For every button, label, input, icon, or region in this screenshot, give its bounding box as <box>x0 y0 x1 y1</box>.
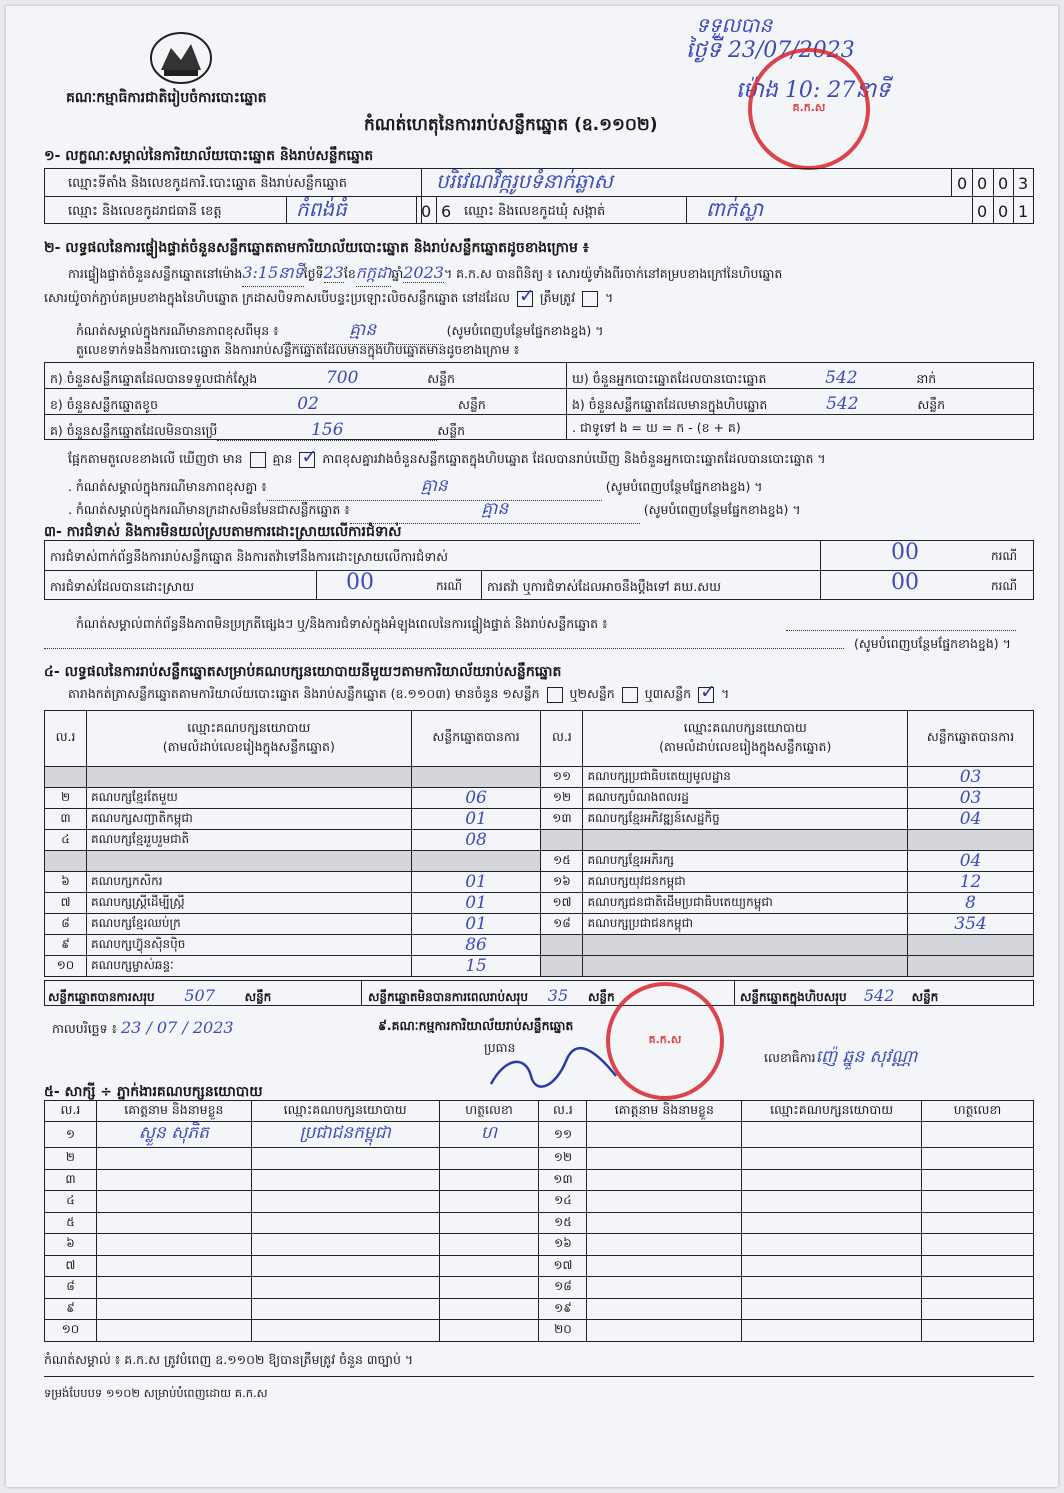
witness-sign-right <box>922 1212 1034 1234</box>
witness-no-right: ១៨ <box>539 1277 587 1299</box>
results-right-votes <box>908 830 1034 851</box>
witness-no-left: ៨ <box>45 1277 97 1299</box>
results-right-no: ១៨ <box>541 914 583 935</box>
witness-row <box>45 1169 1034 1191</box>
appeal-unit: ករណី <box>991 579 1018 593</box>
results-right-no: ១៧ <box>541 893 583 914</box>
w-col-sign-left: ហត្ថលេខា <box>439 1101 539 1122</box>
chair-label: ប្រធាន <box>484 1040 516 1055</box>
results-right-no: ១២ <box>541 788 583 809</box>
results-left-no <box>45 767 87 788</box>
results-row <box>45 914 1034 935</box>
formula: . ជាទូទៅ ង = ឃ = ក - (ខ + គ) <box>572 420 741 435</box>
w-col-no-left: ល.រ <box>45 1101 97 1122</box>
commune-code-2: 0 <box>998 202 1009 221</box>
official-stamp-top: គ.ក.ស <box>748 48 870 170</box>
results-right-party: គណបក្សយុវជនកម្ពុជា <box>583 872 908 893</box>
lock-line: សោរយ៉ូចាក់ភ្ជាប់គម្របខាងក្នុងនៃហិបឆ្នោត ក្រដាសបិទភាសបើបន្ទះប្រឡោះលិចសន្លឹកឆ្នោត នៅដដែល ✓ ត្រឹមត្រូវ ។ <box>44 290 613 309</box>
witness-no-left: ១០ <box>45 1320 97 1342</box>
witness-no-left: ៣ <box>45 1169 97 1191</box>
witness-name-right <box>587 1320 742 1342</box>
verify-day: 23 <box>323 263 344 282</box>
results-left-no: ២ <box>45 788 87 809</box>
results-right-votes: 354 <box>908 914 1034 935</box>
witness-name-left: ស្លួន សុភិត <box>96 1122 251 1148</box>
results-right-party: គណបក្សជនជាតិដើមប្រជាធិបតេយ្យកម្ពុជា <box>583 893 908 914</box>
section3-title: ៣- ការជំទាស់ និងការមិនយល់ស្របតាមការដោះស្រាយលើការជំទាស់ <box>44 524 402 540</box>
witness-name-left <box>96 1169 251 1191</box>
witness-sign-right <box>922 1148 1034 1170</box>
w-col-party-left: ឈ្មោះគណបក្សនយោបាយ <box>251 1101 439 1122</box>
witness-sign-right <box>922 1191 1034 1213</box>
commune-value: ពាក់ស្លា <box>706 197 764 221</box>
witness-party-right <box>742 1277 922 1299</box>
received-date: ថ្ងៃទី 23/07/2023 <box>686 38 855 63</box>
location-code-4: 3 <box>1018 174 1029 193</box>
witness-no-left: ៤ <box>45 1191 97 1213</box>
results-left-votes: 15 <box>411 956 541 977</box>
results-row <box>45 767 1034 788</box>
resolved-label: ការជំទាស់ដែលបានដោះស្រាយ <box>50 579 195 594</box>
results-left-no: ៧ <box>45 893 87 914</box>
witness-no-right: ១៩ <box>539 1298 587 1320</box>
section4-title: ៤- លទ្ធផលនៃការរាប់សន្លឹកឆ្នោតសម្រាប់គណបក្សនយោបាយនីមួយៗតាមការិយាល័យរាប់សន្លឹកឆ្នោត <box>44 664 562 680</box>
col-no-right: ល.រ <box>541 711 583 767</box>
witness-name-left <box>96 1234 251 1256</box>
footer-note: កំណត់សម្គាល់ ៖ គ.ក.ស ត្រូវបំពេញ ឧ.១១០២ ឱ្យបានត្រឹមត្រូវ ចំនួន ៣ច្បាប់ ។ <box>44 1352 414 1367</box>
witness-table <box>44 1100 1034 1342</box>
results-right-votes: 03 <box>908 767 1034 788</box>
voters-count: ឃ) ចំនួនអ្នកបោះឆ្នោតដែលបានបោះឆ្នោត 542 នាក់ <box>572 368 937 388</box>
results-right-no: ១១ <box>541 767 583 788</box>
results-left-no: ៨ <box>45 914 87 935</box>
results-left-votes <box>411 767 541 788</box>
witness-name-left <box>96 1298 251 1320</box>
results-row <box>45 935 1034 956</box>
results-right-votes: 04 <box>908 851 1034 872</box>
witness-row <box>45 1148 1034 1170</box>
verify-line: ការផ្ទៀងផ្ទាត់ចំនួនសន្លឹកឆ្នោតនៅម៉ោង3:15នាទីថ្ងៃទី23ខែកក្កដាឆ្នាំ2023។ គ.ក.ស បានពិនិត្យ ៖ សោរយ៉ូទាំងពីរចាក់នៅគម្របខាងក្រៅនៃហិបឆ្នោត <box>68 262 782 287</box>
results-table <box>44 710 1034 977</box>
results-left-party <box>86 767 411 788</box>
results-left-votes: 01 <box>411 914 541 935</box>
results-row <box>45 893 1034 914</box>
results-left-votes <box>411 851 541 872</box>
witness-no-right: ១៤ <box>539 1191 587 1213</box>
commune-code-3: 1 <box>1018 202 1029 221</box>
witness-no-right: ២០ <box>539 1320 587 1342</box>
results-right-no <box>541 956 583 977</box>
w-col-name-left: គោត្តនាម និងនាមខ្លួន <box>96 1101 251 1122</box>
witness-party-right <box>742 1234 922 1256</box>
commune-code-1: 0 <box>977 202 988 221</box>
two-sheet-checkbox[interactable] <box>622 687 638 703</box>
results-right-party <box>583 935 908 956</box>
witness-sign-left: ហ <box>439 1122 539 1148</box>
difference-note: កំណត់សម្គាល់ក្នុងករណីមានភាពខុសពីមុន ៖ គ្មាន (សូមបំពេញបន្ថែមផ្នែកខាងខ្នង) ។ <box>76 319 603 345</box>
witness-sign-right <box>922 1234 1034 1256</box>
witness-row <box>45 1277 1034 1299</box>
col-party-right: ឈ្មោះគណបក្សនយោបាយ (តាមលំដាប់លេខរៀងក្នុងសន្លឹកឆ្នោត) <box>583 711 908 767</box>
location-code-2: 0 <box>977 174 988 193</box>
province-code-2: 6 <box>441 202 452 221</box>
resolved-value: 00 <box>346 570 374 595</box>
witness-party-right <box>742 1320 922 1342</box>
results-right-party <box>583 830 908 851</box>
col-votes-left: សន្លឹកឆ្នោតបានការ <box>411 711 541 767</box>
results-row <box>45 830 1034 851</box>
irregularity-hint: (សូមបំពេញបន្ថែមផ្នែកខាងខ្នង) ។ <box>854 636 1011 651</box>
results-left-party: គណបក្សខ្មែររួបរួមជាតិ <box>86 830 411 851</box>
chair-signature <box>486 1046 626 1096</box>
witness-name-right <box>587 1191 742 1213</box>
three-sheet-checkbox[interactable] <box>698 687 714 703</box>
results-left-votes: 08 <box>411 830 541 851</box>
witness-sign-right <box>922 1169 1034 1191</box>
witness-no-left: ១ <box>45 1122 97 1148</box>
witness-row <box>45 1122 1034 1148</box>
w-col-no-right: ល.រ <box>539 1101 587 1122</box>
witness-no-right: ១៥ <box>539 1212 587 1234</box>
province-value: កំពង់ធំ <box>296 197 347 221</box>
witness-sign-left <box>439 1169 539 1191</box>
results-left-no: ៤ <box>45 830 87 851</box>
no-difference-checkbox[interactable] <box>299 452 315 468</box>
witness-name-left <box>96 1148 251 1170</box>
witness-row <box>45 1212 1034 1234</box>
witness-name-left <box>96 1191 251 1213</box>
results-right-votes <box>908 935 1034 956</box>
not-intact-checkbox[interactable] <box>582 291 598 307</box>
report-date: កាលបរិច្ឆេទ ៖ 23 / 07 / 2023 <box>52 1018 234 1037</box>
unused-ballots: គ) ចំនួនសន្លឹកឆ្នោតដែលមិនបានប្រើ 156 សន្លឹក <box>50 420 466 440</box>
witness-sign-left <box>439 1212 539 1234</box>
form-title: កំណត់ហេតុនៃការរាប់សន្លឹកឆ្នោត (ឧ.១១០២) <box>364 115 658 135</box>
witness-row <box>45 1234 1034 1256</box>
results-left-party: គណបក្សហ៊្វុនស៊ិនប៉ិច <box>86 935 411 956</box>
col-no-left: ល.រ <box>45 711 87 767</box>
witness-sign-left <box>439 1277 539 1299</box>
results-right-no <box>541 935 583 956</box>
location-value: បរិវេណវិក្ករូបទំនាក់ឆ្លាស <box>436 169 613 193</box>
results-left-party: គណបក្សកសិករ <box>86 872 411 893</box>
witness-party-left <box>251 1277 439 1299</box>
witness-party-left <box>251 1255 439 1277</box>
results-left-party: គណបក្សស្ត្រីដើម្បីស្ត្រី <box>86 893 411 914</box>
w-col-name-right: គោត្តនាម និងនាមខ្លួន <box>587 1101 742 1122</box>
compare-line: ផ្អែកតាមតួលេខខាងលើ ឃើញថា មាន គ្មាន ✓ ភាពខុសគ្នារវាងចំនួនសន្លឹកឆ្នោតក្នុងហិបឆ្នោត ដែលបានរាប់ឃើញ និងចំនួនអ្នកបោះឆ្នោតដែលបានបោះឆ្នោត ។ <box>68 451 826 470</box>
results-left-party: គណបក្សខ្មែរតែមួយ <box>86 788 411 809</box>
location-code-1: 0 <box>957 174 968 193</box>
verify-year: 2023 <box>403 263 444 282</box>
col-party-left: ឈ្មោះគណបក្សនយោបាយ (តាមលំដាប់លេខរៀងក្នុងសន្លឹកឆ្នោត) <box>86 711 411 767</box>
witness-name-left <box>96 1212 251 1234</box>
witness-name-right <box>587 1298 742 1320</box>
results-left-party: គណបក្សម្ចាស់ឆន្ទៈ <box>86 956 411 977</box>
received-note: ទទួលបាន <box>696 13 773 37</box>
tally-sheet-line: តារាងកត់ត្រាសន្លឹកឆ្នោតតាមការិយាល័យបោះឆ្នោត និងរាប់សន្លឹកឆ្នោត (ឧ.១១០៣) មានចំនួន ១សន្លឹក ឬ២សន្លឹក ឬ៣សន្លឹក ✓ ។ <box>68 686 729 705</box>
results-row <box>45 872 1034 893</box>
witness-row <box>45 1320 1034 1342</box>
witness-party-left <box>251 1212 439 1234</box>
witness-sign-left <box>439 1298 539 1320</box>
witness-no-right: ១៧ <box>539 1255 587 1277</box>
w-col-sign-right: ហត្ថលេខា <box>922 1101 1034 1122</box>
official-seal: គ.ក.ស <box>606 982 724 1100</box>
witness-no-right: ១២ <box>539 1148 587 1170</box>
witness-party-right <box>742 1122 922 1148</box>
witness-name-right <box>587 1122 742 1148</box>
received-ballots: ក) ចំនួនសន្លឹកឆ្នោតដែលបានទទួលជាក់ស្តែង 700 សន្លឹក <box>50 368 455 388</box>
results-left-no: ១០ <box>45 956 87 977</box>
witness-name-left <box>96 1277 251 1299</box>
section5-title: ៥- សាក្សី ÷ ភ្នាក់ងារគណបក្សនយោបាយ <box>44 1084 263 1100</box>
committee-name: គណៈកម្មាធិការជាតិរៀបចំការបោះឆ្នោត <box>66 90 267 106</box>
has-difference-checkbox[interactable] <box>250 452 266 468</box>
nec-logo-icon <box>146 30 216 86</box>
witness-name-right <box>587 1169 742 1191</box>
spoiled-ballots: ខ) ចំនួនសន្លឹកឆ្នោតខូច 02 សន្លឹក <box>50 394 486 414</box>
witness-no-left: ២ <box>45 1148 97 1170</box>
figures-intro: តួលេខទាក់ទងនឹងការបោះឆ្នោត និងការរាប់សន្លឹកឆ្នោតដែលមានក្នុងហិបឆ្នោតមានដូចខាងក្រោម ៖ <box>76 342 520 357</box>
witness-sign-left <box>439 1148 539 1170</box>
results-right-votes: 8 <box>908 893 1034 914</box>
total-valid: សន្លឹកឆ្នោតបានការសរុប 507 សន្លឹក <box>48 986 272 1005</box>
witness-party-left <box>251 1191 439 1213</box>
objection-unit: ករណី <box>991 549 1018 563</box>
witness-row <box>45 1191 1034 1213</box>
results-left-party: គណបក្សខ្មែរឈប់ក្រ <box>86 914 411 935</box>
witness-no-left: ៧ <box>45 1255 97 1277</box>
results-right-votes: 04 <box>908 809 1034 830</box>
witness-row <box>45 1298 1034 1320</box>
commune-label: ឈ្មោះ និងលេខកូដឃុំ សង្កាត់ <box>464 204 606 219</box>
witness-name-left <box>96 1320 251 1342</box>
witness-no-left: ៥ <box>45 1212 97 1234</box>
results-left-no: ៦ <box>45 872 87 893</box>
results-left-votes: 01 <box>411 809 541 830</box>
witness-no-right: ១១ <box>539 1122 587 1148</box>
witness-sign-right <box>922 1255 1034 1277</box>
witness-name-right <box>587 1255 742 1277</box>
witness-party-left: ប្រជាជនកម្ពុជា <box>251 1122 439 1148</box>
witness-name-right <box>587 1148 742 1170</box>
witness-party-left <box>251 1320 439 1342</box>
results-right-no: ១៣ <box>541 809 583 830</box>
witness-party-right <box>742 1298 922 1320</box>
witness-sign-right <box>922 1320 1034 1342</box>
results-left-no: ៣ <box>45 809 87 830</box>
witness-sign-right <box>922 1298 1034 1320</box>
results-right-votes: 12 <box>908 872 1034 893</box>
one-sheet-checkbox[interactable] <box>547 687 563 703</box>
results-right-party: គណបក្សខ្មែរអភិរក្ស <box>583 851 908 872</box>
results-left-votes: 06 <box>411 788 541 809</box>
witness-party-right <box>742 1169 922 1191</box>
witness-sign-left <box>439 1255 539 1277</box>
form-reference: ទម្រង់បែបបទ ១១០២ សម្រាប់បំពេញដោយ គ.ក.ស <box>44 1386 268 1400</box>
results-right-votes: 03 <box>908 788 1034 809</box>
difference-note-2: . កំណត់សម្គាល់ក្នុងករណីមានភាពខុសគ្នា ៖ គ្មាន (សូមបំពេញបន្ថែមផ្នែកខាងខ្នង) ។ <box>68 475 763 501</box>
witness-sign-left <box>439 1320 539 1342</box>
witness-row <box>45 1255 1034 1277</box>
form-paper <box>6 6 1058 1487</box>
witness-no-left: ៩ <box>45 1298 97 1320</box>
objection-count-value: 00 <box>891 540 919 565</box>
witness-party-left <box>251 1148 439 1170</box>
witness-party-left <box>251 1234 439 1256</box>
verify-month: កក្កដា <box>356 262 392 287</box>
results-right-party <box>583 956 908 977</box>
results-right-party: គណបក្សបំណងពលរដ្ឋ <box>583 788 908 809</box>
resolved-unit: ករណី <box>436 579 463 593</box>
location-code-3: 0 <box>998 174 1009 193</box>
province-label: ឈ្មោះ និងលេខកូដរាជធានី ខេត្ត <box>68 204 222 219</box>
witness-party-left <box>251 1298 439 1320</box>
witness-no-right: ១៦ <box>539 1234 587 1256</box>
witness-name-left <box>96 1255 251 1277</box>
witness-sign-left <box>439 1191 539 1213</box>
results-left-no: ៩ <box>45 935 87 956</box>
appeal-value: 00 <box>891 570 919 595</box>
results-left-party: គណបក្សសញ្ជាតិកម្ពុជា <box>86 809 411 830</box>
results-right-party: គណបក្សប្រជាធិបតេយ្យមូលដ្ឋាន <box>583 767 908 788</box>
witness-sign-right <box>922 1277 1034 1299</box>
col-votes-right: សន្លឹកឆ្នោតបានការ <box>908 711 1034 767</box>
province-code-1: 0 <box>421 202 432 221</box>
results-right-votes <box>908 956 1034 977</box>
results-right-no <box>541 830 583 851</box>
verify-time: 3:15នាទី <box>242 262 303 287</box>
witness-name-right <box>587 1212 742 1234</box>
witness-name-right <box>587 1234 742 1256</box>
location-label: ឈ្មោះទីតាំង និងលេខកូដការិ.បោះឆ្នោត និងរាប់សន្លឹកឆ្នោត <box>68 176 347 191</box>
witness-party-right <box>742 1212 922 1234</box>
irregularity-note: កំណត់សម្គាល់ពាក់ព័ន្ធនឹងភាពមិនប្រក្រតីផ្សេងៗ ឬ/និងការជំទាស់ក្នុងអំឡុងពេលនៃការផ្ទៀងផ្ទាត់ និងរាប់សន្លឹកឆ្នោត ៖ <box>76 616 608 631</box>
witness-sign-left <box>439 1234 539 1256</box>
results-row <box>45 956 1034 977</box>
total-in-box: សន្លឹកឆ្នោតក្នុងហិបសរុប 542 សន្លឹក <box>740 986 939 1005</box>
witness-no-left: ៦ <box>45 1234 97 1256</box>
results-row <box>45 851 1034 872</box>
appeal-label: ការតវ៉ា ឬការជំទាស់ដែលអាចនឹងប្តឹងទៅ គឃ.សឃ <box>487 579 722 594</box>
section1-title: ១- លក្ខណៈសម្គាល់នៃការិយាល័យបោះឆ្នោត និងរាប់សន្លឹកឆ្នោត <box>44 148 374 164</box>
witness-party-right <box>742 1191 922 1213</box>
committee-label: ៩.គណៈកម្មការការិយាល័យរាប់សន្លឹកឆ្នោត <box>378 1018 574 1033</box>
witness-party-left <box>251 1169 439 1191</box>
results-right-party: គណបក្សខ្មែរអភិវឌ្ឍន៍សេដ្ឋកិច្ច <box>583 809 908 830</box>
ballots-in-box: ង) ចំនួនសន្លឹកឆ្នោតដែលមានក្នុងហិបឆ្នោត 542 សន្លឹក <box>572 394 946 414</box>
results-right-no: ១៦ <box>541 872 583 893</box>
total-invalid: សន្លឹកឆ្នោតមិនបានការពេលរាប់សរុប 35 សន្លឹក <box>368 986 615 1005</box>
witness-party-right <box>742 1148 922 1170</box>
results-right-no: ១៥ <box>541 851 583 872</box>
results-left-votes: 01 <box>411 872 541 893</box>
objection-count-label: ការជំទាស់ពាក់ព័ន្ធនឹងការរាប់សន្លឹកឆ្នោត និងការតវ៉ាទៅនឹងការដោះស្រាយលើការជំទាស់ <box>50 549 449 564</box>
witness-sign-right <box>922 1122 1034 1148</box>
w-col-party-right: ឈ្មោះគណបក្សនយោបាយ <box>742 1101 922 1122</box>
non-ballot-note: . កំណត់សម្គាល់ក្នុងករណីមានក្រដាសមិនមែនជាសន្លឹកឆ្នោត ៖ គ្មាន (សូមបំពេញបន្ថែមផ្នែកខាងខ្នង) ។ <box>68 498 801 524</box>
results-row <box>45 809 1034 830</box>
intact-checkbox[interactable] <box>517 291 533 307</box>
section2-title: ២- លទ្ធផលនៃការផ្ទៀងផ្ទាត់ចំនួនសន្លឹកឆ្នោតតាមការិយាល័យបោះឆ្នោត និងរាប់សន្លឹកឆ្នោតដូចខាងក្រោម ៖ <box>44 240 589 256</box>
results-left-votes: 01 <box>411 893 541 914</box>
results-left-no <box>45 851 87 872</box>
witness-no-right: ១៣ <box>539 1169 587 1191</box>
results-left-votes: 86 <box>411 935 541 956</box>
results-row <box>45 788 1034 809</box>
received-time: ម៉ោង 10: 27នាទី <box>736 78 891 103</box>
secretary: លេខាធិការញ៉េ ឆ្នួន សុវណ្ណា <box>764 1047 918 1067</box>
witness-name-right <box>587 1277 742 1299</box>
results-left-party <box>86 851 411 872</box>
witness-party-right <box>742 1255 922 1277</box>
results-right-party: គណបក្សប្រជាជនកម្ពុជា <box>583 914 908 935</box>
